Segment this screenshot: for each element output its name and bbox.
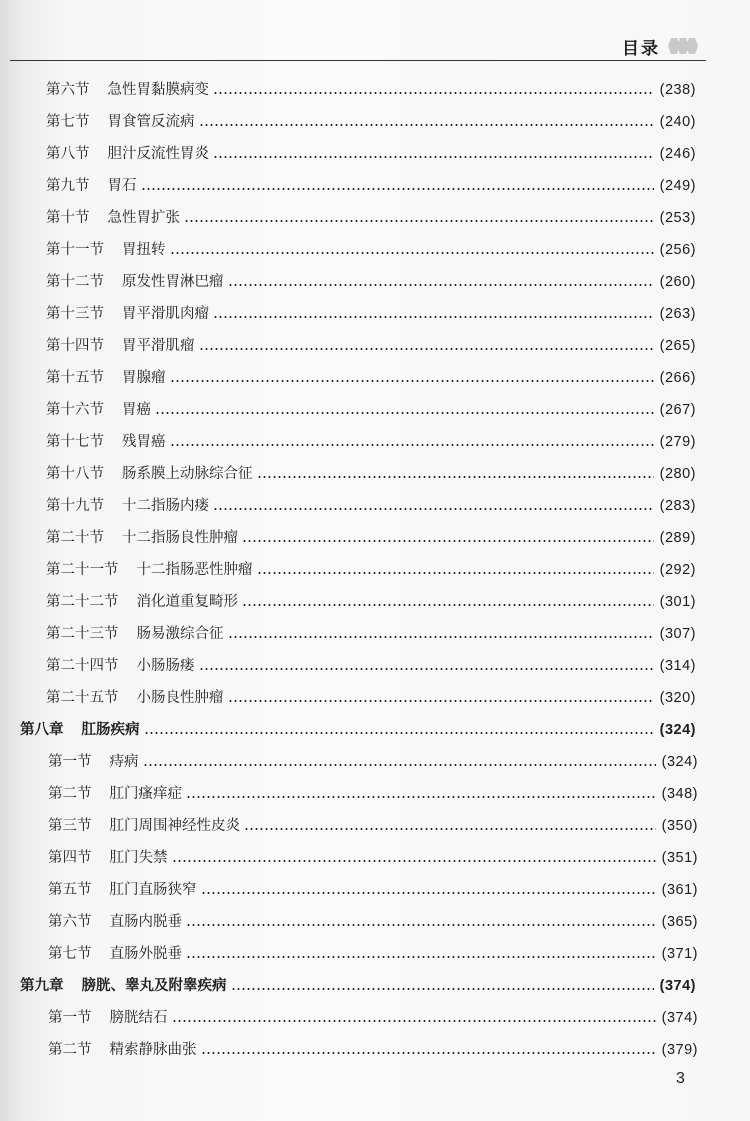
toc-entry — [46, 590, 696, 614]
entry-page: (348) — [661, 786, 698, 802]
entry-title: 胃食管反流病 — [107, 114, 195, 130]
entry-page: (324) — [661, 754, 698, 770]
entry-number: 第十八节 — [46, 466, 104, 482]
entry-number: 第十五节 — [46, 370, 104, 386]
entry-number: 第十二节 — [46, 274, 104, 290]
chapter-title: 肛肠疾病 — [81, 722, 140, 738]
toc-entry — [48, 878, 698, 902]
entry-number: 第一节 — [48, 1010, 92, 1026]
header-divider — [10, 60, 706, 61]
entry-number: 第四节 — [48, 850, 92, 866]
entry-page: (256) — [659, 242, 696, 258]
entry-page: (301) — [659, 594, 696, 610]
entry-title: 胃平滑肌瘤 — [122, 338, 195, 354]
entry-number: 第二十二节 — [46, 594, 119, 610]
toc-entry — [48, 846, 698, 870]
entry-number: 第二十一节 — [46, 562, 119, 578]
entry-title: 胃石 — [107, 178, 137, 194]
chapter-title: 膀胱、睾丸及附睾疾病 — [81, 978, 227, 994]
entry-page: (260) — [659, 274, 696, 290]
dot-leader — [201, 1052, 656, 1054]
entry-title: 肛门失禁 — [109, 850, 168, 866]
entry-title: 精索静脉曲张 — [109, 1042, 197, 1058]
toc-entry — [46, 462, 696, 486]
toc-entry — [46, 494, 696, 518]
toc-chapter — [20, 718, 696, 742]
toc-entry — [46, 238, 696, 262]
dot-leader — [201, 892, 656, 894]
dot-leader — [186, 924, 656, 926]
toc-entry — [46, 78, 696, 102]
dot-leader — [172, 1020, 656, 1022]
dot-leader — [228, 636, 654, 638]
dot-leader — [199, 124, 654, 126]
entry-title: 膀胱结石 — [109, 1010, 168, 1026]
entry-title: 小肠肠瘘 — [136, 658, 195, 674]
entry-number: 第七节 — [48, 946, 92, 962]
toc-entry — [46, 270, 696, 294]
toc-entry — [46, 366, 696, 390]
entry-number: 第十三节 — [46, 306, 104, 322]
header-ornament-icon — [668, 38, 698, 54]
entry-page: (266) — [659, 370, 696, 386]
entry-number: 第三节 — [48, 818, 92, 834]
entry-title: 原发性胃淋巴瘤 — [122, 274, 224, 290]
entry-page: (350) — [661, 818, 698, 834]
entry-title: 肠系膜上动脉综合征 — [122, 466, 253, 482]
entry-page: (240) — [659, 114, 696, 130]
dot-leader — [213, 156, 654, 158]
entry-title: 急性胃扩张 — [107, 210, 180, 226]
dot-leader — [244, 828, 656, 830]
dot-leader — [199, 348, 654, 350]
toc-entry — [46, 398, 696, 422]
dot-leader — [242, 540, 654, 542]
toc-chapter — [20, 974, 696, 998]
toc-entry — [48, 1038, 698, 1062]
dot-leader — [213, 92, 654, 94]
entry-title: 残胃癌 — [122, 434, 166, 450]
toc-entry — [46, 430, 696, 454]
entry-title: 胃扭转 — [122, 242, 166, 258]
dot-leader — [257, 476, 654, 478]
entry-number: 第二十五节 — [46, 690, 119, 706]
entry-number: 第一节 — [48, 754, 92, 770]
dot-leader — [242, 604, 654, 606]
entry-title: 胃腺瘤 — [122, 370, 166, 386]
entry-title: 直肠内脱垂 — [109, 914, 182, 930]
entry-page: (238) — [659, 82, 696, 98]
dot-leader — [155, 412, 654, 414]
entry-page: (307) — [659, 626, 696, 642]
entry-title: 十二指肠恶性肿瘤 — [136, 562, 253, 578]
entry-number: 第二十节 — [46, 530, 104, 546]
dot-leader — [170, 444, 654, 446]
entry-page: (320) — [659, 690, 696, 706]
entry-number: 第十四节 — [46, 338, 104, 354]
toc-entry — [46, 654, 696, 678]
entry-number: 第八节 — [46, 146, 90, 162]
dot-leader — [184, 220, 654, 222]
chapter-number: 第九章 — [20, 978, 64, 994]
toc-entry — [48, 942, 698, 966]
toc-entry — [48, 910, 698, 934]
dot-leader — [228, 284, 654, 286]
entry-number: 第十六节 — [46, 402, 104, 418]
entry-page: (265) — [659, 338, 696, 354]
entry-title: 急性胃黏膜病变 — [107, 82, 209, 98]
entry-title: 十二指肠良性肿瘤 — [122, 530, 238, 546]
entry-title: 直肠外脱垂 — [109, 946, 182, 962]
entry-page: (351) — [661, 850, 698, 866]
entry-number: 第十一节 — [46, 242, 104, 258]
entry-number: 第十九节 — [46, 498, 104, 514]
entry-page: (379) — [661, 1042, 698, 1058]
entry-title: 痔病 — [109, 754, 139, 770]
entry-title: 肛门瘙痒症 — [109, 786, 182, 802]
dot-leader — [170, 252, 654, 254]
entry-page: (249) — [659, 178, 696, 194]
toc-entry — [46, 142, 696, 166]
toc-entry — [46, 622, 696, 646]
entry-page: (283) — [659, 498, 696, 514]
dot-leader — [199, 668, 654, 670]
page-number: 3 — [676, 1070, 685, 1087]
entry-title: 胃癌 — [122, 402, 151, 418]
entry-page: (371) — [661, 946, 698, 962]
entry-title: 肛门周围神经性皮炎 — [109, 818, 240, 834]
toc-entry — [46, 174, 696, 198]
dot-leader — [141, 188, 654, 190]
toc-entry — [46, 334, 696, 358]
dot-leader — [228, 700, 654, 702]
entry-number: 第二十三节 — [46, 626, 119, 642]
entry-number: 第二节 — [48, 1042, 92, 1058]
toc-entry — [46, 558, 696, 582]
entry-number: 第十节 — [46, 210, 90, 226]
entry-page: (267) — [659, 402, 696, 418]
dot-leader — [144, 732, 654, 734]
entry-number: 第二节 — [48, 786, 92, 802]
entry-page: (263) — [659, 306, 696, 322]
entry-title: 肛门直肠狭窄 — [109, 882, 197, 898]
toc-entry — [46, 686, 696, 710]
toc-entry — [48, 782, 698, 806]
entry-title: 胃平滑肌肉瘤 — [122, 306, 209, 322]
entry-number: 第七节 — [46, 114, 90, 130]
entry-title: 小肠良性肿瘤 — [136, 690, 224, 706]
dot-leader — [186, 796, 656, 798]
dot-leader — [213, 316, 654, 318]
entry-page: (361) — [661, 882, 698, 898]
entry-page: (280) — [659, 466, 696, 482]
dot-leader — [231, 988, 654, 990]
chapter-page: (374) — [659, 978, 696, 994]
chapter-page: (324) — [659, 722, 696, 738]
entry-title: 胆汁反流性胃炎 — [107, 146, 209, 162]
dot-leader — [172, 860, 656, 862]
entry-page: (292) — [659, 562, 696, 578]
toc-entry — [46, 110, 696, 134]
entry-page: (289) — [659, 530, 696, 546]
toc-entry — [48, 814, 698, 838]
entry-page: (279) — [659, 434, 696, 450]
entry-page: (314) — [659, 658, 696, 674]
chapter-number: 第八章 — [20, 722, 64, 738]
entry-number: 第十七节 — [46, 434, 104, 450]
entry-number: 第六节 — [48, 914, 92, 930]
toc-entry — [46, 206, 696, 230]
dot-leader — [186, 956, 656, 958]
running-header-title: 目录 — [622, 39, 660, 59]
toc-entry — [46, 526, 696, 550]
dot-leader — [213, 508, 654, 510]
entry-number: 第六节 — [46, 82, 90, 98]
entry-page: (365) — [661, 914, 698, 930]
toc-entry — [46, 302, 696, 326]
entry-page: (246) — [659, 146, 696, 162]
entry-title: 十二指肠内瘘 — [122, 498, 209, 514]
entry-number: 第九节 — [46, 178, 90, 194]
entry-page: (374) — [661, 1010, 698, 1026]
entry-title: 消化道重复畸形 — [136, 594, 238, 610]
entry-page: (253) — [659, 210, 696, 226]
toc-entry — [48, 750, 698, 774]
entry-number: 第二十四节 — [46, 658, 119, 674]
dot-leader — [143, 764, 656, 766]
dot-leader — [170, 380, 654, 382]
entry-number: 第五节 — [48, 882, 92, 898]
entry-title: 肠易激综合征 — [136, 626, 224, 642]
toc-entry — [48, 1006, 698, 1030]
dot-leader — [257, 572, 654, 574]
